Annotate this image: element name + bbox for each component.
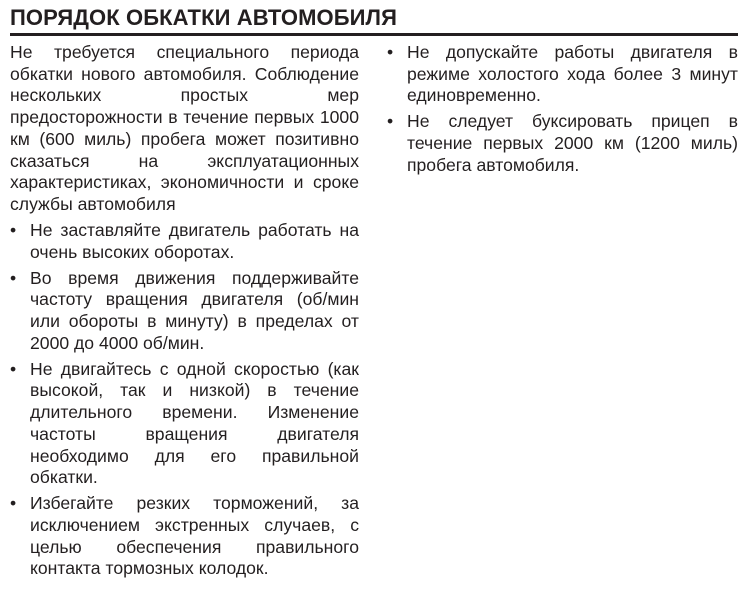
intro-paragraph: Не требуется специального периода обкатки нового автомобиля. Соблюдение нескольких простых мер предосторожности в течение первых 1000 км (600 миль) пробега может позитивно сказаться на эксплуатационных характеристиках, экономичности и сроке службы автомобиля: [10, 42, 359, 214]
right-column: [387, 42, 738, 177]
list-item-text: Не следует буксировать прицеп в течение первых 2000 км (1200 миль) пробега автомобиля.: [407, 111, 738, 175]
bullet-icon: •: [387, 42, 394, 62]
bullet-icon: •: [10, 493, 17, 514]
list-item-text: Не двигайтесь с одной скоростью (как высокой, так и низкой) в течение длительного времени. Изменение частоты вращения двигателя необходимо для его правильной обкатки.: [30, 358, 359, 488]
bullet-icon: •: [10, 219, 17, 240]
right-bullet-list: [387, 42, 738, 177]
left-column: [10, 42, 359, 580]
list-item-text: Во время движения поддерживайте частоту вращения двигателя (об/мин или обороты в минуту) в пределах от 2000 до 4000 об/мин.: [30, 267, 359, 353]
list-item: [10, 220, 359, 263]
list-item-text: Избегайте резких торможений, за исключением экстренных случаев, с целью обеспечения правильного контакта тормозных колодок.: [30, 493, 359, 579]
list-item: [387, 111, 738, 176]
list-item-text: Не допускайте работы двигателя в режиме холостого хода более 3 минут единовременно.: [407, 42, 738, 106]
page-title: ПОРЯДОК ОБКАТКИ АВТОМОБИЛЯ: [10, 5, 397, 30]
left-bullet-list: [10, 220, 359, 580]
list-item: [10, 493, 359, 580]
list-item: [10, 268, 359, 355]
list-item: [387, 42, 738, 107]
list-item-text: Не заставляйте двигатель работать на очень высоких оборотах.: [30, 219, 359, 262]
bullet-icon: •: [10, 358, 17, 379]
bullet-icon: •: [387, 111, 394, 132]
bullet-icon: •: [10, 267, 17, 288]
title-underline: [10, 33, 738, 36]
list-item: [10, 359, 359, 489]
